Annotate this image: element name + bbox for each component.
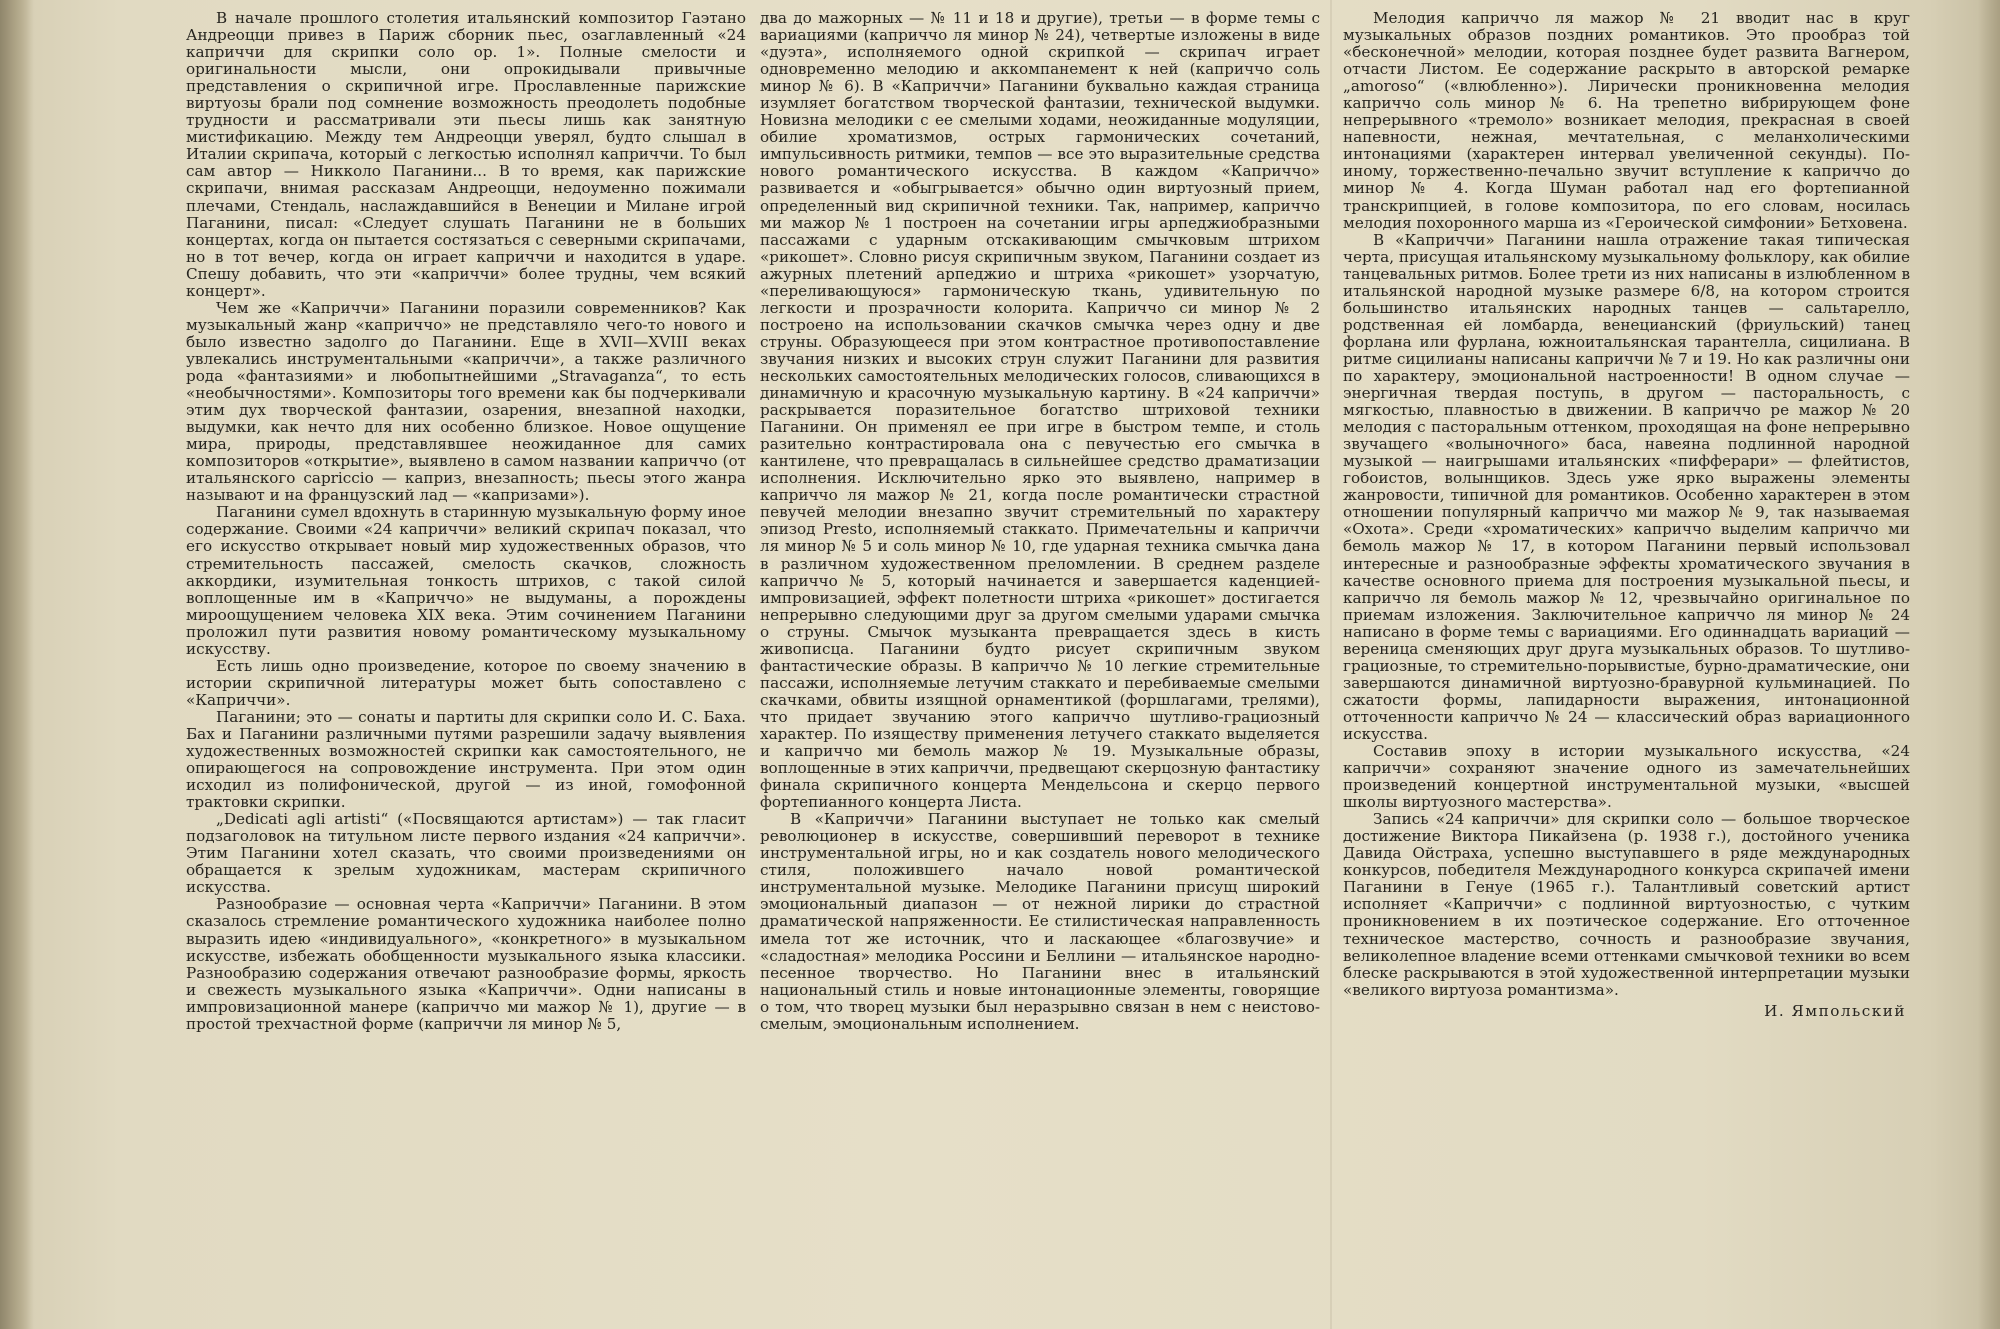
paragraph: Есть лишь одно произведение, которое по своему значению в истории скрипичной литературы может быть сопоставлено с «Каприччи». (186, 656, 746, 709)
paragraph: В «Каприччи» Паганини нашла отражение такая типическая черта, присущая итальянскому музыкальному фольклору, как обилие танцевальных ритмов. Более трети из них написаны в излюбленном в итальянской народной музыке размере 6/8, на котором строится большинство итальянских народных танцев — сальтарелло, родственная ей ломбарда, венецианский (фриульский) танец форлана или фурлана, южноитальянская тарантелла, сицилиана. В ритме сицилианы написаны каприччи № 7 и 19. Но как различны они по характеру, эмоциональной настроенности! В одном случае — энергичная твердая поступь, в другом — пасторальность, с мягкостью, плавностью в движении. В каприччо ре мажор № 20 мелодия с пасторальным оттенком, проходящая на фоне непрерывно звучащего «волыночного» баса, навеяна подлинной народной музыкой — наигрышами итальянских «пифферари» — флейтистов, гобоистов, волынщиков. Здесь уже ярко выражены элементы жанровости, типичной для романтиков. Особенно характерен в этом отношении популярный каприччо ми мажор № 9, так называемая «Охота». Среди «хроматических» каприччо выделим каприччо ми бемоль мажор № 17, в котором Паганини первый использовал интересные и разнообразные эффекты хроматического звучания в качестве основного приема для построения музыкальной пьесы, и каприччо ля бемоль мажор № 12, чрезвычайно оригинальное по приемам изложения. Заключительное каприччо ля минор № 24 написано в форме темы с вариациями. Его одиннадцать вариаций — вереница сменяющих друг друга музыкальных образов. То шутливо-грациозные, то стремительно-порывистые, бурно-драматические, они завершаются динамичной виртуозно-бравурной кульминацией. По сжатости формы, лапидарности выражения, интонационной отточенности каприччо № 24 — классический образ вариационного искусства. (1343, 230, 1910, 743)
paragraph: Запись «24 каприччи» для скрипки соло — большое творческое достижение Виктора Пикайзена (р. 1938 г.), достойного ученика Давида Ойстраха, успешно выступавшего в ряде международных конкурсов, победителя Международного конкурса скрипачей имени Паганини в Генуе (1965 г.). Талантливый советский артист исполняет «Каприччи» с подлинной виртуозностью, с чутким проникновением в их поэтическое содержание. Его отточенное техническое мастерство, сочность и разнообразие звучания, великолепное владение всеми оттенками смычковой техники во всем блеске раскрываются в этой художественной интерпретации музыки «великого виртуоза романтизма». (1343, 810, 1910, 999)
paragraph: Составив эпоху в истории музыкального искусства, «24 каприччи» сохраняют значение одного из замечательнейших произведений концертной инструментальной музыки, «высшей школы виртуозного мастерства». (1343, 742, 1910, 812)
column-divider (1330, 0, 1332, 1329)
paragraph: Разнообразие — основная черта «Каприччи» Паганини. В этом сказалось стремление романтического художника наиболее полно выразить идею «индивидуального», «конкретного» в музыкальном искусстве, избежать обобщенности музыкального языка классики. Разнообразию содержания отвечают разнообразие формы, яркость и свежесть музыкального языка «Каприччи». Одни написаны в импровизационной манере (каприччо ми мажор № 1), другие — в простой трехчастной форме (каприччи ля минор № 5, (186, 895, 746, 1033)
paragraph: „Dedicati agli artisti“ («Посвящаются артистам») — так гласит подзаголовок на титульном листе первого издания «24 каприччи». Этим Паганини хотел сказать, что своими произведениями он обращается к зрелым художникам, мастерам скрипичного искусства. (186, 810, 746, 897)
paragraph: два до мажорных — № 11 и 18 и другие), третьи — в форме темы с вариациями (каприччо ля минор № 24), четвертые изложены в виде «дуэта», исполняемого одной скрипкой — скрипач играет одновременно мелодию и аккомпанемент к ней (каприччо соль минор № 6). В «Каприччи» Паганини буквально каждая страница изумляет богатством творческой фантазии, технической выдумки. Новизна мелодики с ее смелыми ходами, неожиданные модуляции, обилие хроматизмов, острых гармонических сочетаний, импульсивность ритмики, темпов — все это выразительные средства нового романтического искусства. В каждом «Каприччо» развивается и «обыгрывается» обычно один виртуозный прием, определенный вид скрипичной техники. Так, например, каприччо ми мажор № 1 построен на сочетании игры арпеджиобразными пассажами с ударным отскакивающим смычковым штрихом «рикошет». Словно рисуя скрипичным звуком, Паганини создает из ажурных плетений арпеджио и штриха «рикошет» узорчатую, «переливающуюся» гармоническую ткань, удивительную по легкости и прозрачности колорита. Каприччо си минор № 2 построено на использовании скачков смычка через одну и две струны. Образующееся при этом контрастное противопоставление звучания низких и высоких струн служит Паганини для развития нескольких самостоятельных мелодических голосов, сливающихся в динамичную и красочную музыкальную картину. В «24 каприччи» раскрывается поразительное богатство штриховой техники Паганини. Он применял ее при игре в быстром темпе, и столь разительно контрастировала она с певучестью его смычка в кантилене, что превращалась в сильнейшее средство драматизации исполнения. Исключительно ярко это выявлено, например в каприччо ля мажор № 21, когда после романтически страстной певучей мелодии внезапно звучит стремительный по характеру эпизод Presto, исполняемый стаккато. Примечательны и каприччи ля минор № 5 и соль минор № 10, где ударная техника смычка дана в различном художественном преломлении. В среднем разделе каприччо № 5, который начинается и завершается каденцией-импровизацией, эффект полетности штриха «рикошет» достигается непрерывно следующими друг за другом смелыми ударами смычка о струны. Смычок музыканта превращается здесь в кисть живописца. Паганини будто рисует скрипичным звуком фантастические образы. В каприччо № 10 легкие стремительные пассажи, исполняемые летучим стаккато и перебиваемые смелыми скачками, обвиты изящной орнаментикой (форшлагами, трелями), что придает звучанию этого каприччо шутливо-грациозный характер. По изяществу применения летучего стаккато выделяется и каприччо ми бемоль мажор № 19. Музыкальные образы, воплощенные в этих каприччи, предвещают скерцозную фантастику финала скрипичного концерта Мендельсона и скерцо первого фортепианного концерта Листа. (760, 9, 1320, 812)
paragraph: В начале прошлого столетия итальянский композитор Гаэтано Андреоцци привез в Париж сборник пьес, озаглавленный «24 каприччи для скрипки соло ор. 1». Полные смелости и оригинальности мысли, они опрокидывали привычные представления о скрипичной игре. Прославленные парижские виртуозы брали под сомнение возможность преодолеть подобные трудности и рассматривали эти пьесы лишь как занятную мистификацию. Между тем Андреоцци уверял, будто слышал в Италии скрипача, который с легкостью исполнял каприччи. То был сам автор — Никколо Паганини... В то время, как парижские скрипачи, внимая рассказам Андреоцци, недоуменно пожимали плечами, Стендаль, наслаждавшийся в Венеции и Милане игрой Паганини, писал: «Следует слушать Паганини не в больших концертах, когда он пытается состязаться с северными скрипачами, но в тот вечер, когда он играет каприччи и находится в ударе. Спешу добавить, что эти «каприччи» более трудны, чем всякий концерт». (186, 9, 746, 300)
author-signature: И. Ямпольский (1764, 1001, 1906, 1020)
sleeve-right-edge (1978, 0, 2000, 1329)
paragraph: Чем же «Каприччи» Паганини поразили современников? Как музыкальный жанр «каприччо» не представляло чего-то нового и было известно задолго до Паганини. Еще в XVII—XVIII веках увлекались инструментальными «каприччи», а также различного рода «фантазиями» и любопытнейшими „Stravaganza“, то есть «необычностями». Композиторы того времени как бы подчеркивали этим дух творческой фантазии, озарения, внезапной находки, выдумки, как нечто для них особенно близкое. Новое ощущение мира, природы, представлявшее неожиданное для самих композиторов «открытие», выявлено в самом названии каприччо (от итальянского capriccio — каприз, внезапность; пьесы этого жанра называют и на французский лад — «капризами»). (186, 298, 746, 505)
paragraph: В «Каприччи» Паганини выступает не только как смелый революционер в искусстве, совершивший переворот в технике инструментальной игры, но и как создатель нового мелодического стиля, положившего начало новой романтической инструментальной музыке. Мелодике Паганини присущ широкий эмоциональный диапазон — от нежной лирики до страстной драматической напряженности. Ее стилистическая направленность имела тот же источник, что и ласкающее «благозвучие» и «сладостная» мелодика Россини и Беллини — итальянское народно-песенное творчество. Но Паганини внес в итальянский национальный стиль и новые интонационные элементы, говорящие о том, что творец музыки был неразрывно связан в нем с неистово-смелым, эмоциональным исполнением. (760, 810, 1320, 1033)
paragraph: Паганини сумел вдохнуть в старинную музыкальную форму иное содержание. Своими «24 каприччи» великий скрипач показал, что его искусство открывает новый мир художественных образов, что стремительность пассажей, смелость скачков, сложность аккордики, изумительная тонкость штрихов, с такой силой воплощенные им в «Каприччо» не выдуманы, а порождены мироощущением человека XIX века. Этим сочинением Паганини проложил пути развития новому романтическому музыкальному искусству. (186, 503, 746, 658)
sleeve-spine-edge (0, 0, 34, 1329)
text-column-2 (760, 10, 1320, 1033)
text-column-1 (186, 10, 746, 1033)
paragraph: Паганини; это — сонаты и партиты для скрипки соло И. С. Баха. Бах и Паганини различными путями разрешили задачу выявления художественных возможностей скрипки как самостоятельного, не опирающегося на сопровождение инструмента. При этом один исходил из полифонической, другой — из иной, гомофонной трактовки скрипки. (186, 707, 746, 812)
text-column-3 (1343, 10, 1910, 1020)
paragraph: Мелодия каприччо ля мажор № 21 вводит нас в круг музыкальных образов поздних романтиков. Это прообраз той «бесконечной» мелодии, которая позднее будет развита Вагнером, отчасти Листом. Ее содержание раскрыто в авторской ремарке „amoroso“ («влюбленно»). Лирически проникновенна мелодия каприччо соль минор № 6. На трепетно вибрирующем фоне непрерывного «тремоло» возникает мелодия, прекрасная в своей напевности, нежная, мечтательная, с меланхолическими интонациями (характерен интервал увеличенной секунды). По-иному, торжественно-печально звучит вступление к каприччо до минор № 4. Когда Шуман работал над его фортепианной транскрипцией, в голове композитора, по его словам, носилась мелодия похоронного марша из «Героической симфонии» Бетховена. (1343, 9, 1910, 232)
